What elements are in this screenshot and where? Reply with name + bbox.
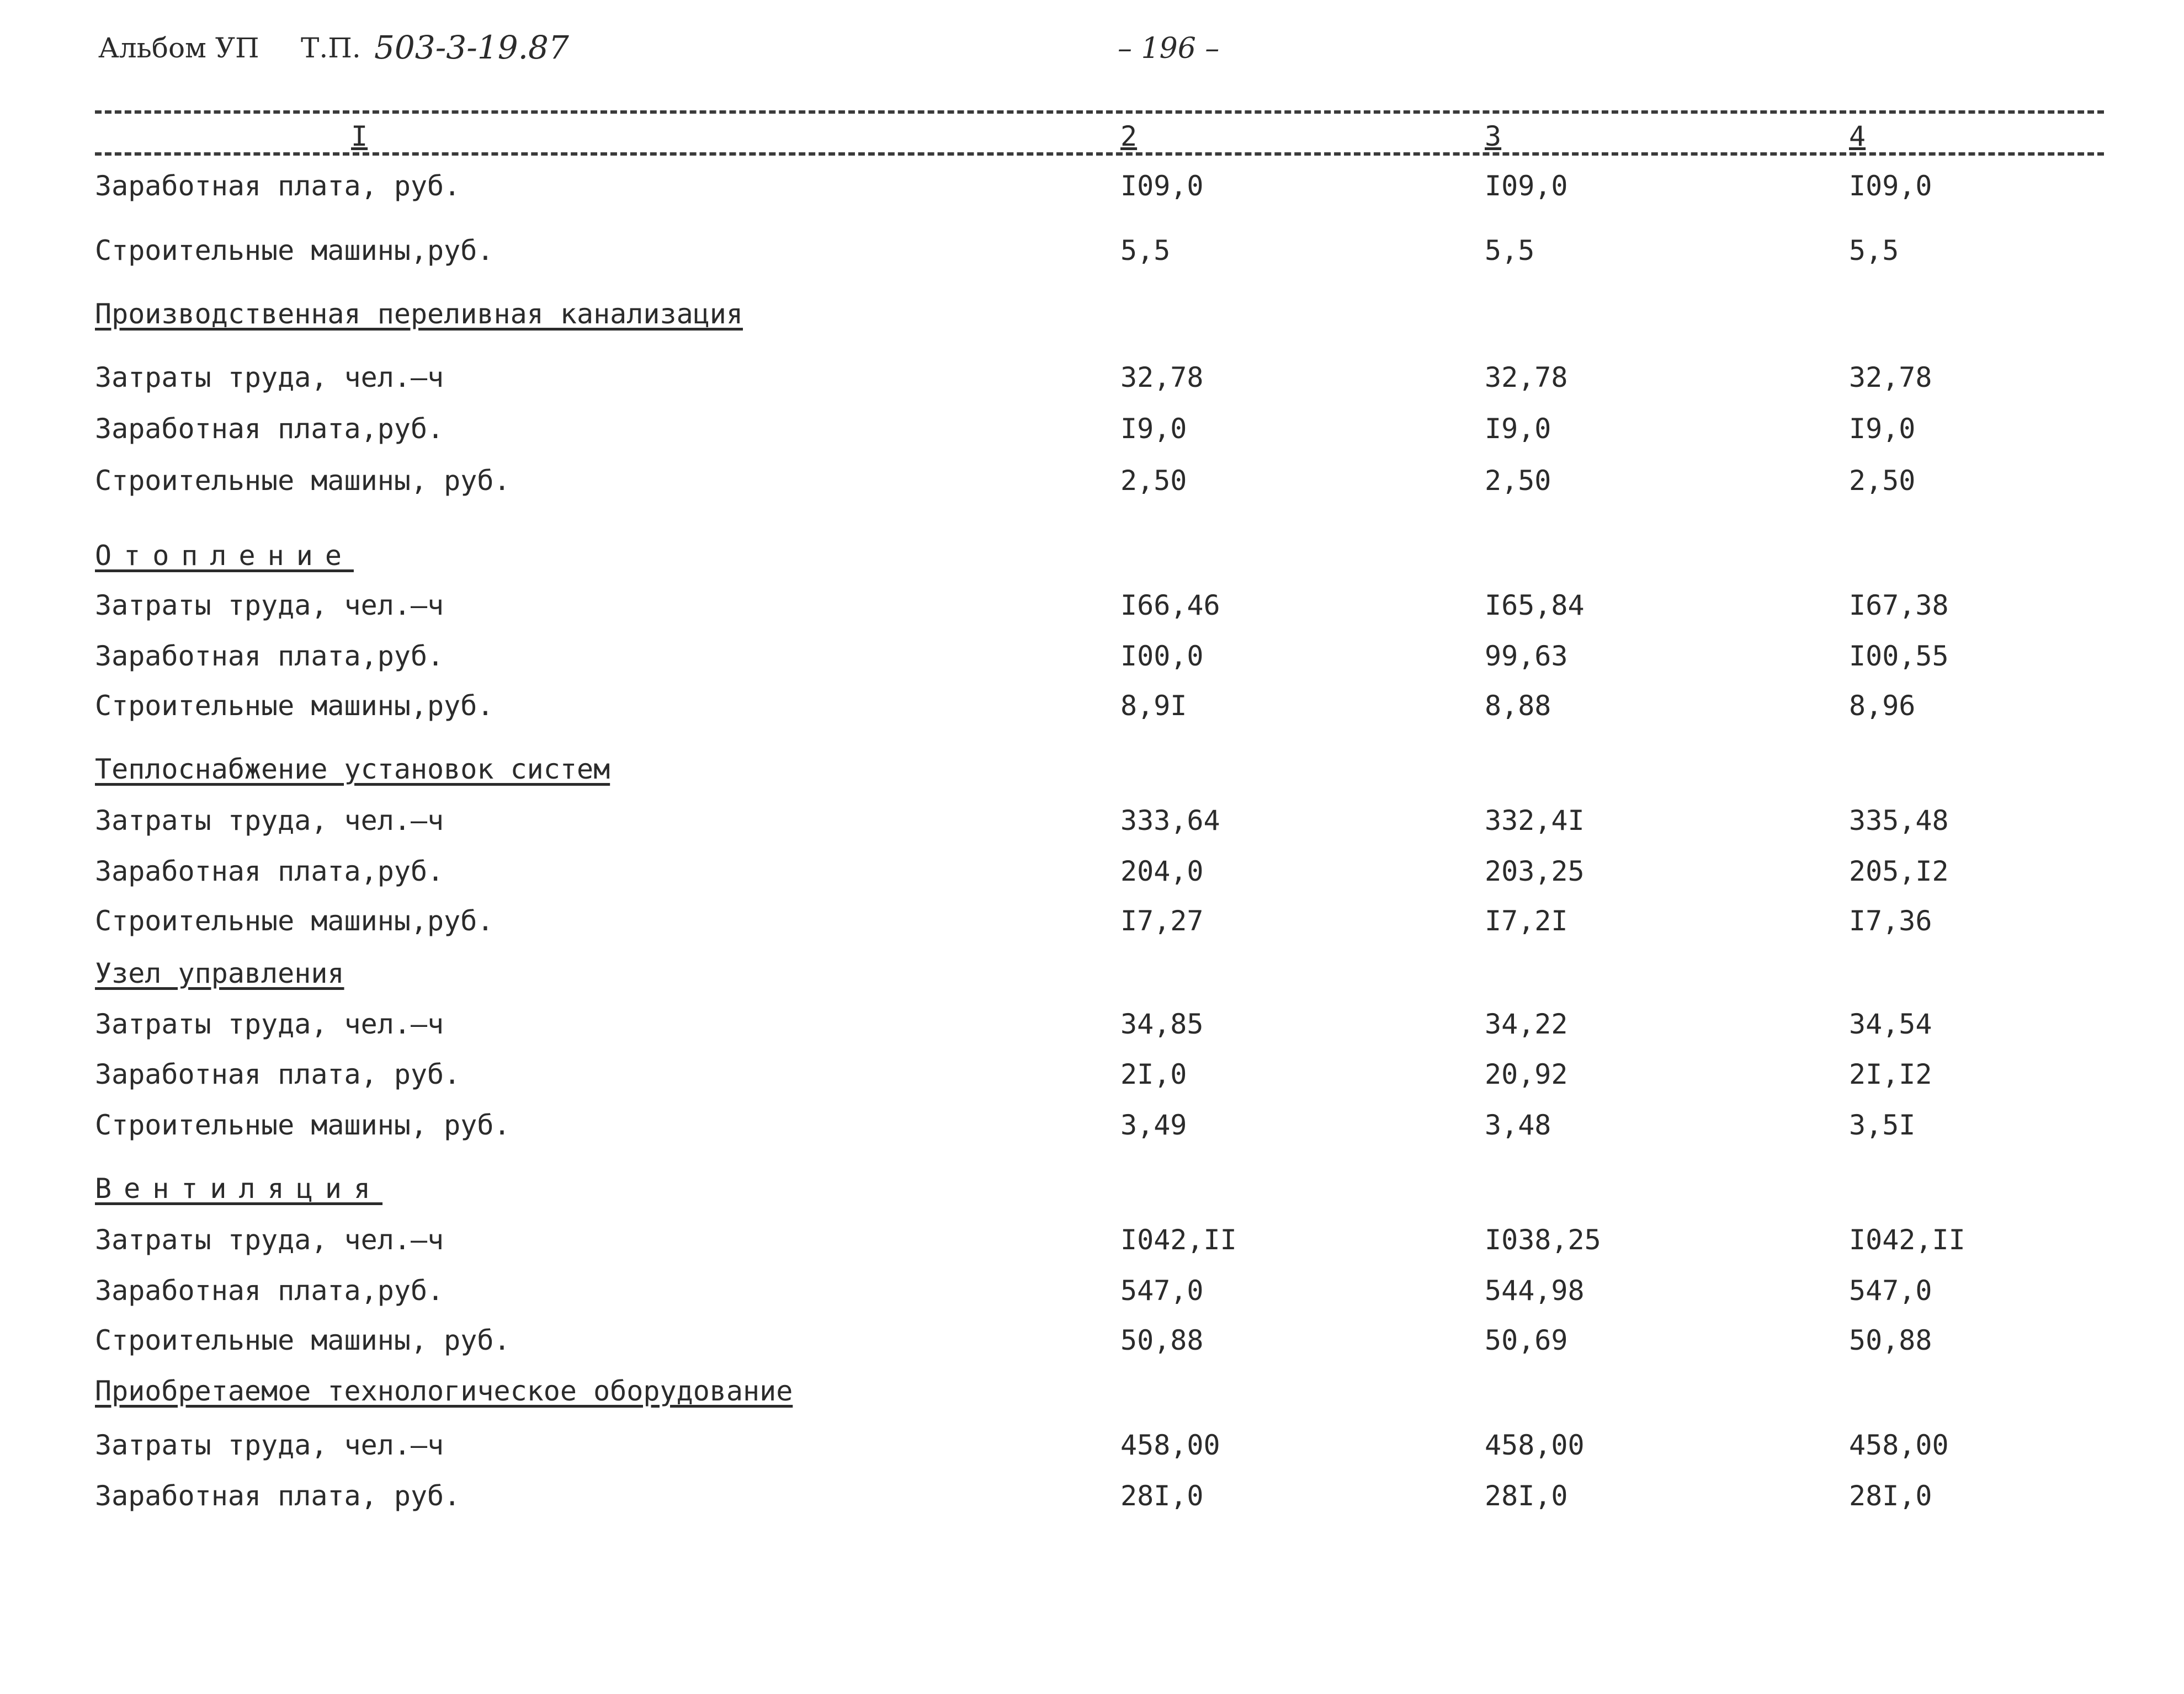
cell-value-col4: 5,5 [1849, 235, 1899, 267]
cell-value-col2: 3,49 [1120, 1109, 1187, 1141]
row-label: Строительные машины,руб. [95, 235, 494, 267]
row-label: Затраты труда, чел.–ч [95, 805, 444, 837]
cell-value-col2: 32,78 [1120, 361, 1204, 393]
row-label: Затраты труда, чел.–ч [95, 589, 444, 621]
table-row [0, 905, 2184, 944]
cell-value-col3: 3,48 [1485, 1109, 1551, 1141]
cell-value-col4: 2I,I2 [1849, 1058, 1932, 1090]
cell-value-col4: 2,50 [1849, 465, 1916, 497]
row-label: Строительные машины, руб. [95, 1109, 511, 1141]
cell-value-col3: 5,5 [1485, 235, 1535, 267]
row-label: Заработная плата,руб. [95, 1275, 444, 1307]
project-label: Т.П. [301, 32, 361, 64]
table-row [0, 361, 2184, 400]
table-top-rule [95, 110, 2104, 114]
row-label: Затраты труда, чел.–ч [95, 1224, 444, 1256]
cell-value-col3: 8,88 [1485, 690, 1551, 722]
row-label: Заработная плата,руб. [95, 640, 444, 672]
cell-value-col2: 458,00 [1120, 1429, 1220, 1461]
cell-value-col4: 335,48 [1849, 805, 1949, 837]
cell-value-col4: I00,55 [1849, 640, 1949, 672]
cell-value-col2: I66,46 [1120, 589, 1220, 621]
row-label: Строительные машины, руб. [95, 465, 511, 497]
cell-value-col4: 8,96 [1849, 690, 1916, 722]
table-row [0, 1429, 2184, 1468]
cell-value-col4: 458,00 [1849, 1429, 1949, 1461]
column-header-4: 4 [1849, 120, 1866, 152]
project-code: 503-3-19.87 [374, 29, 569, 66]
cell-value-col3: 544,98 [1485, 1275, 1585, 1307]
cell-value-col2: I00,0 [1120, 640, 1204, 672]
table-row [0, 170, 2184, 209]
cell-value-col4: 50,88 [1849, 1324, 1932, 1356]
section-title: Узел управления [95, 957, 344, 989]
row-label: Заработная плата,руб. [95, 413, 444, 445]
section-row [0, 1375, 2184, 1414]
cell-value-col4: 34,54 [1849, 1008, 1932, 1040]
row-label: Затраты труда, чел.–ч [95, 361, 444, 393]
cell-value-col2: 2,50 [1120, 465, 1187, 497]
row-label: Заработная плата,руб. [95, 855, 444, 887]
cell-value-col4: 205,I2 [1849, 855, 1949, 887]
cell-value-col3: 34,22 [1485, 1008, 1568, 1040]
cell-value-col4: I9,0 [1849, 413, 1916, 445]
cell-value-col2: I042,II [1120, 1224, 1237, 1256]
row-label: Затраты труда, чел.–ч [95, 1429, 444, 1461]
row-label: Затраты труда, чел.–ч [95, 1008, 444, 1040]
cell-value-col3: 28I,0 [1485, 1480, 1568, 1512]
table-row [0, 1324, 2184, 1363]
section-row [0, 957, 2184, 996]
cell-value-col2: 333,64 [1120, 805, 1220, 837]
cell-value-col3: 2,50 [1485, 465, 1551, 497]
section-row [0, 753, 2184, 792]
section-row [0, 298, 2184, 337]
cell-value-col2: 204,0 [1120, 855, 1204, 887]
table-row [0, 1058, 2184, 1097]
cell-value-col2: 5,5 [1120, 235, 1171, 267]
section-title: Производственная переливная канализация [95, 298, 743, 330]
row-label: Заработная плата, руб. [95, 1058, 461, 1090]
table-header-rule [95, 152, 2104, 156]
cell-value-col3: I7,2I [1485, 905, 1568, 937]
column-header-1: I [351, 120, 368, 152]
section-row [0, 1173, 2184, 1211]
table-row [0, 1008, 2184, 1047]
cell-value-col2: 34,85 [1120, 1008, 1204, 1040]
album-label: Альбом УП [98, 32, 259, 64]
cell-value-col3: I038,25 [1485, 1224, 1601, 1256]
page-number: – 196 – [1118, 32, 1220, 65]
cell-value-col3: 458,00 [1485, 1429, 1585, 1461]
column-header-3: 3 [1485, 120, 1502, 152]
cell-value-col4: I09,0 [1849, 170, 1932, 202]
table-row [0, 855, 2184, 894]
table-row [0, 1275, 2184, 1313]
table-row [0, 1109, 2184, 1148]
row-label: Строительные машины,руб. [95, 905, 494, 937]
row-label: Строительные машины, руб. [95, 1324, 511, 1356]
cell-value-col3: 50,69 [1485, 1324, 1568, 1356]
row-label: Строительные машины,руб. [95, 690, 494, 722]
cell-value-col2: 8,9I [1120, 690, 1187, 722]
table-row [0, 413, 2184, 451]
cell-value-col4: I67,38 [1849, 589, 1949, 621]
cell-value-col3: 99,63 [1485, 640, 1568, 672]
section-title: Приобретаемое технологическое оборудование [95, 1375, 793, 1407]
cell-value-col4: 28I,0 [1849, 1480, 1932, 1512]
column-header-2: 2 [1120, 120, 1138, 152]
cell-value-col3: 32,78 [1485, 361, 1568, 393]
row-label: Заработная плата, руб. [95, 1480, 461, 1512]
section-title: Теплоснабжение установок систем [95, 753, 610, 785]
cell-value-col2: I7,27 [1120, 905, 1204, 937]
cell-value-col4: 3,5I [1849, 1109, 1916, 1141]
cell-value-col2: 547,0 [1120, 1275, 1204, 1307]
table-row [0, 465, 2184, 503]
cell-value-col3: 332,4I [1485, 805, 1585, 837]
cell-value-col4: 32,78 [1849, 361, 1932, 393]
cell-value-col2: 2I,0 [1120, 1058, 1187, 1090]
cell-value-col4: I042,II [1849, 1224, 1965, 1256]
cell-value-col4: 547,0 [1849, 1275, 1932, 1307]
cell-value-col2: I09,0 [1120, 170, 1204, 202]
cell-value-col3: 203,25 [1485, 855, 1585, 887]
table-row [0, 1480, 2184, 1519]
table-row [0, 640, 2184, 679]
cell-value-col2: I9,0 [1120, 413, 1187, 445]
table-row [0, 690, 2184, 728]
cell-value-col3: I65,84 [1485, 589, 1585, 621]
table-row [0, 1224, 2184, 1262]
table-row [0, 589, 2184, 628]
row-label: Заработная плата, руб. [95, 170, 461, 202]
cell-value-col4: I7,36 [1849, 905, 1932, 937]
section-row [0, 540, 2184, 578]
table-row [0, 235, 2184, 273]
cell-value-col3: 20,92 [1485, 1058, 1568, 1090]
cell-value-col3: I09,0 [1485, 170, 1568, 202]
section-title: Отопление [95, 540, 354, 572]
cell-value-col2: 28I,0 [1120, 1480, 1204, 1512]
section-title: Вентиляция [95, 1173, 383, 1205]
cell-value-col2: 50,88 [1120, 1324, 1204, 1356]
table-row [0, 805, 2184, 843]
cell-value-col3: I9,0 [1485, 413, 1551, 445]
